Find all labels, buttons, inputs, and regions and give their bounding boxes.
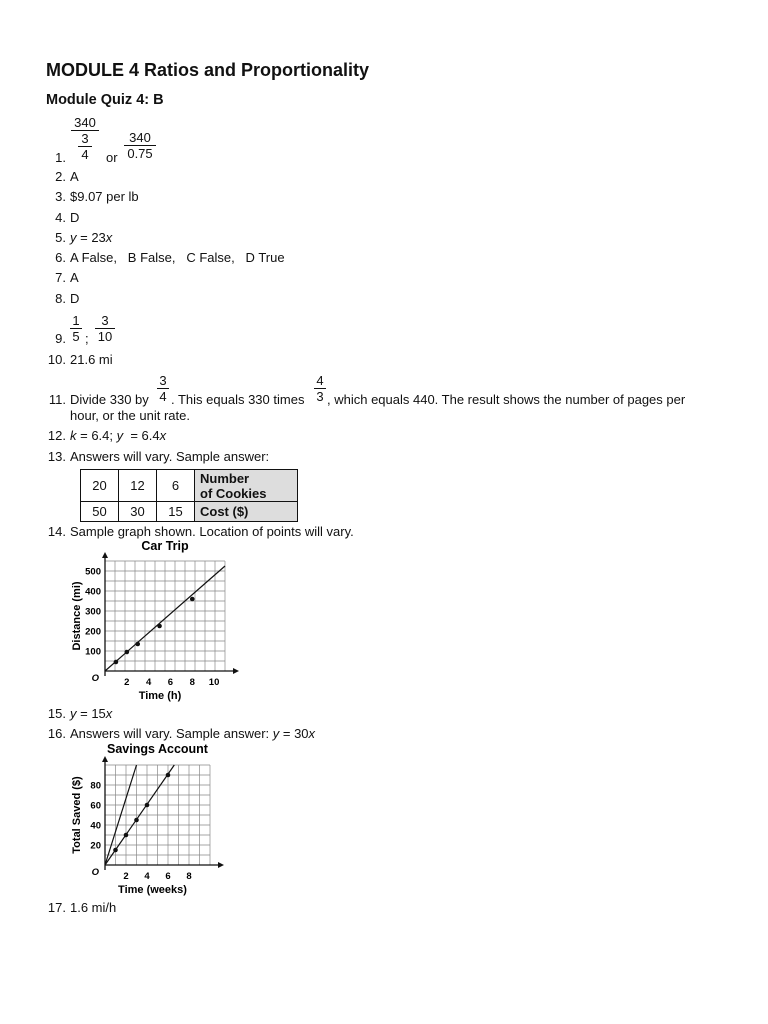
answer-11-line2: hour, or the unit rate.: [70, 408, 190, 423]
car-trip-chart: [60, 534, 260, 706]
answer-number: 7.: [55, 270, 66, 285]
equation-text: = 23: [76, 230, 106, 245]
answer-number: 1.: [55, 150, 66, 165]
variable-x: x: [308, 726, 316, 741]
fraction-numerator: 3: [101, 313, 109, 328]
table-row: [81, 502, 298, 522]
answer-number: 9.: [55, 331, 66, 346]
separator: ;: [85, 331, 89, 346]
header-line: Number: [200, 470, 250, 486]
y-tick-label: 20: [90, 840, 101, 852]
fraction-denominator: 3: [316, 389, 324, 404]
variable-y: y: [70, 706, 77, 721]
table-cell: 20: [81, 470, 119, 502]
fraction-numerator: 4: [316, 373, 324, 388]
variable-x: x: [159, 428, 167, 443]
fraction-numerator: 3: [81, 131, 89, 146]
answer-number: 17.: [47, 900, 66, 915]
answer-number: 14.: [47, 524, 66, 539]
equation-text: = 6.4;: [76, 428, 117, 443]
alt-fraction: [124, 130, 156, 161]
answer-2: A: [70, 169, 79, 184]
origin-label: O: [91, 867, 99, 878]
y-axis-arrow: [102, 552, 108, 558]
data-point: [134, 818, 139, 823]
y-tick-label: 40: [90, 820, 101, 832]
variable-x: x: [105, 230, 113, 245]
data-point: [113, 848, 118, 853]
row-header-cost: Cost ($): [195, 502, 298, 522]
answer-number: 2.: [55, 169, 66, 184]
answer-number: 10.: [47, 352, 66, 367]
x-tick-label: 2: [123, 871, 129, 882]
savings-account-chart: [60, 737, 260, 899]
data-point: [190, 597, 195, 602]
y-tick-label: 300: [85, 606, 101, 618]
x-axis-arrow: [233, 668, 239, 674]
data-point: [124, 833, 129, 838]
fraction-numerator: 3: [159, 373, 167, 388]
answer-10: 21.6 mi: [70, 352, 113, 367]
table-cell: 15: [157, 502, 195, 522]
y-tick-label: 60: [90, 800, 101, 812]
answer-13: Answers will vary. Sample answer:: [70, 449, 270, 464]
fraction-three-fourths: [157, 373, 169, 404]
table-cell: 6: [157, 470, 195, 502]
table-cell: 12: [119, 470, 157, 502]
complex-fraction: [71, 115, 99, 131]
variable-y: y: [116, 428, 124, 443]
table-cell: 50: [81, 502, 119, 522]
cookies-cost-table: [80, 469, 298, 522]
data-point: [114, 660, 119, 665]
answer-14: Sample graph shown. Location of points will vary.: [70, 524, 354, 539]
equation-text: = 30: [279, 726, 309, 741]
fraction-numerator: 340: [129, 130, 151, 145]
data-point: [166, 773, 171, 778]
answer-3: $9.07 per lb: [70, 189, 139, 204]
x-axis-label: Time (weeks): [118, 884, 187, 896]
y-tick-label: 100: [85, 646, 101, 658]
answer-4: D: [70, 210, 80, 225]
y-axis-arrow: [102, 756, 108, 762]
answer-number: 6.: [55, 250, 66, 265]
answer-number: 4.: [55, 210, 66, 225]
page-title: MODULE 4 Ratios and Proportionality: [46, 60, 370, 80]
x-tick-label: 4: [145, 677, 152, 688]
table-cell: 30: [119, 502, 157, 522]
row-header-cookies: [195, 470, 298, 502]
answer-8: D: [70, 291, 80, 306]
answer-number: 16.: [47, 726, 66, 741]
variable-y: y: [272, 726, 280, 741]
y-tick-label: 500: [85, 566, 101, 578]
x-axis-label: Time (h): [138, 690, 182, 702]
header-line: of Cookies: [200, 485, 267, 501]
chart-title: Car Trip: [141, 539, 189, 553]
or-text: or: [106, 150, 118, 165]
data-point: [157, 624, 162, 629]
answer-11-part3: , which equals 440. The result shows the number of pages per: [327, 392, 686, 407]
answer-number: 11.: [48, 392, 66, 407]
quiz-subtitle: Module Quiz 4: B: [46, 92, 164, 108]
fraction-denominator: 0.75: [127, 146, 153, 161]
x-tick-label: 8: [189, 677, 195, 688]
fraction-denominator: 4: [159, 389, 167, 404]
y-axis-label: Distance (mi): [71, 581, 83, 651]
inner-fraction: [78, 131, 92, 162]
fraction-one-fifth: [70, 313, 82, 344]
equation-text: = 15: [76, 706, 106, 721]
equation-text: = 6.4: [123, 428, 160, 443]
fraction-four-thirds: [314, 373, 326, 404]
x-tick-label: 2: [124, 677, 130, 688]
answer-11-part2: . This equals 330 times: [171, 392, 305, 407]
answer-17: 1.6 mi/h: [70, 900, 117, 915]
answer-text: Answers will vary. Sample answer:: [70, 726, 273, 741]
answer-number: 15.: [47, 706, 66, 721]
answer-number: 13.: [47, 449, 66, 464]
fraction-three-tenths: [95, 313, 115, 344]
fraction-denominator: 4: [81, 147, 89, 162]
x-tick-label: 4: [144, 871, 150, 882]
table-row: [81, 470, 298, 502]
fraction-numerator: 1: [72, 313, 80, 328]
answer-5: [70, 230, 112, 245]
variable-y: y: [70, 230, 77, 245]
y-tick-label: 200: [85, 626, 101, 638]
fraction-numerator: 340: [74, 115, 96, 130]
x-axis-arrow: [218, 862, 224, 868]
x-tick-label: 6: [167, 677, 174, 688]
answer-15: [70, 706, 112, 721]
data-point: [145, 803, 150, 808]
x-tick-label: 8: [186, 871, 192, 882]
fraction-denominator: 10: [97, 329, 113, 344]
fraction-denominator: 5: [72, 329, 80, 344]
data-point: [125, 650, 130, 655]
answer-number: 8.: [55, 291, 66, 306]
variable-k: k: [70, 428, 77, 443]
origin-label: O: [91, 673, 99, 684]
y-tick-label: 400: [85, 586, 101, 598]
answer-number: 3.: [55, 189, 66, 204]
chart-title: Savings Account: [107, 742, 208, 756]
answer-number: 12.: [47, 428, 66, 443]
answer-7: A: [70, 270, 79, 285]
data-point: [135, 642, 140, 647]
answer-11-part1: Divide 330 by: [70, 392, 149, 407]
answer-12: [70, 428, 166, 443]
y-axis-label: Total Saved ($): [71, 776, 83, 854]
answer-number: 5.: [55, 230, 66, 245]
x-tick-label: 6: [165, 871, 171, 882]
x-tick-label: 10: [208, 677, 220, 688]
y-tick-label: 80: [90, 780, 101, 792]
answer-6: A False, B False, C False, D True: [70, 250, 285, 265]
variable-x: x: [105, 706, 113, 721]
